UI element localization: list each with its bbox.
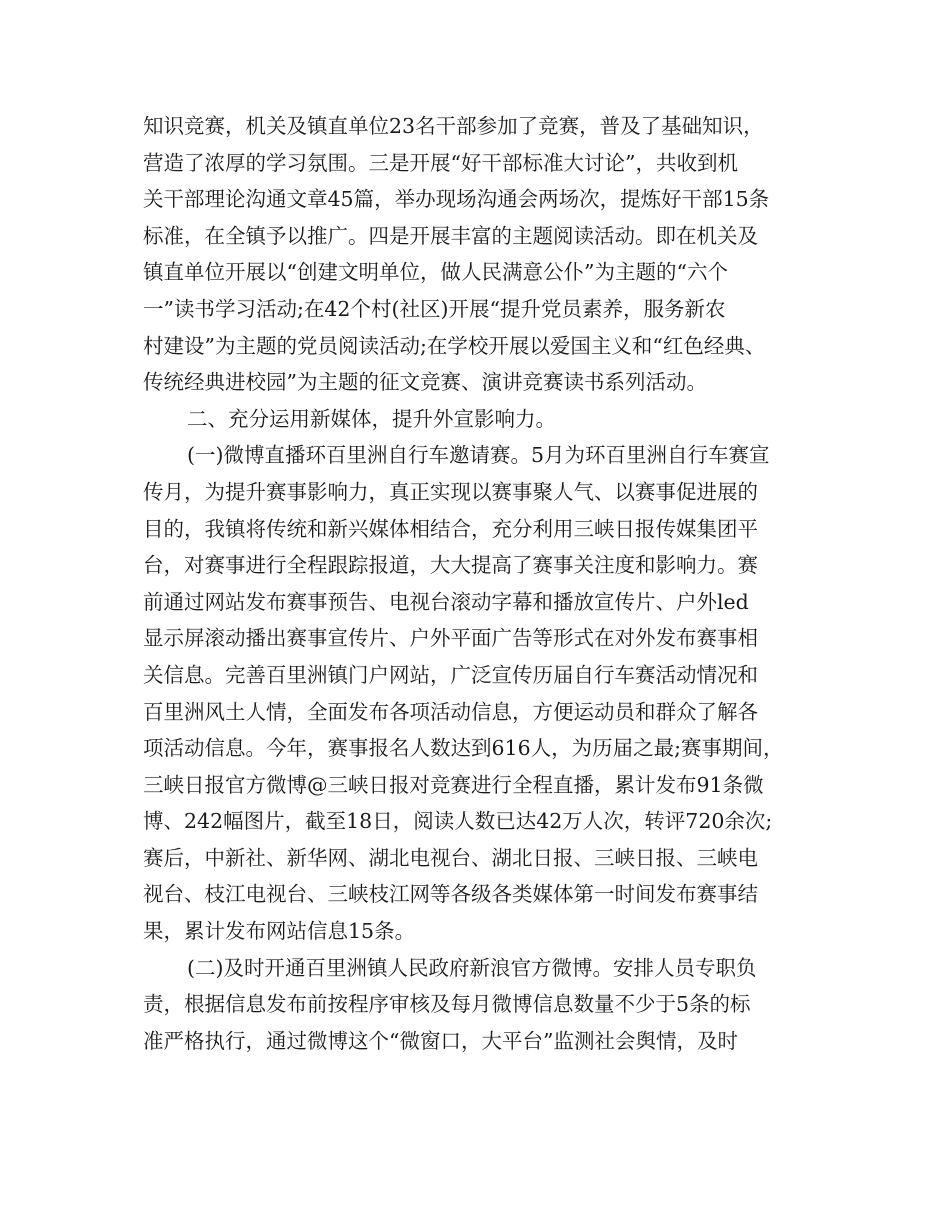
paragraph-start-line: 二、充分运用新媒体，提升外宣影响力。	[187, 406, 556, 431]
text-line: 百里洲风土人情，全面发布各项活动信息，方便运动员和群众了解各	[143, 699, 758, 724]
text-line: 项活动信息。今年，赛事报名人数达到616人，为历届之最;赛事期间，	[143, 736, 784, 761]
text-line: 营造了浓厚的学习氛围。三是开展“好干部标准大讨论”，共收到机	[143, 150, 738, 175]
text-line: 关干部理论沟通文章45篇，举办现场沟通会两场次，提炼好干部15条	[143, 187, 770, 212]
text-line: 传统经典进校园”为主题的征文竞赛、演讲竞赛读书系列活动。	[143, 370, 707, 395]
text-line: 镇直单位开展以“创建文明单位，做人民满意公仆”为主题的“六个	[143, 260, 728, 285]
text-line: 果，累计发布网站信息15条。	[143, 919, 416, 944]
text-line: 赛后，中新社、新华网、湖北电视台、湖北日报、三峡日报、三峡电	[143, 845, 758, 870]
paragraph-start-line: (一)微博直播环百里洲自行车邀请赛。5月为环百里洲自行车赛宣	[187, 443, 770, 468]
text-line: 显示屏滚动播出赛事宣传片、户外平面广告等形式在对外发布赛事相	[143, 626, 758, 651]
text-line: 目的，我镇将传统和新兴媒体相结合，充分利用三峡日报传媒集团平	[143, 516, 758, 541]
text-line: 标准，在全镇予以推广。四是开展丰富的主题阅读活动。即在机关及	[143, 223, 758, 248]
text-line: 博、242幅图片，截至18日，阅读人数已达42万人次，转评720余次;	[143, 809, 773, 834]
text-line: 三峡日报官方微博@三峡日报对竞赛进行全程直播，累计发布91条微	[143, 772, 764, 797]
text-line: 视台、枝江电视台、三峡枝江网等各级各类媒体第一时间发布赛事结	[143, 882, 758, 907]
text-line: 责，根据信息发布前按程序审核及每月微博信息数量不少于5条的标	[143, 992, 751, 1017]
text-line: 关信息。完善百里洲镇门户网站，广泛宣传历届自行车赛活动情况和	[143, 662, 758, 687]
paragraph-start-line: (二)及时开通百里洲镇人民政府新浪官方微博。安排人员专职负	[187, 955, 757, 980]
text-line: 村建设”为主题的党员阅读活动;在学校开展以爱国主义和“红色经典、	[143, 333, 766, 358]
text-line: 传月，为提升赛事影响力，真正实现以赛事聚人气、以赛事促进展的	[143, 479, 758, 504]
text-line: 前通过网站发布赛事预告、电视台滚动字幕和播放宣传片、户外led	[143, 589, 749, 614]
text-line: 知识竞赛，机关及镇直单位23名干部参加了竞赛，普及了基础知识，	[143, 114, 764, 138]
text-line: 准严格执行，通过微博这个“微窗口，大平台”监测社会舆情，及时	[143, 1028, 738, 1053]
text-line: 一”读书学习活动;在42个村(社区)开展“提升党员素养，服务新农	[143, 296, 726, 321]
body-text	[143, 108, 823, 1059]
text-line: 台，对赛事进行全程跟踪报道，大大提高了赛事关注度和影响力。赛	[143, 553, 758, 578]
